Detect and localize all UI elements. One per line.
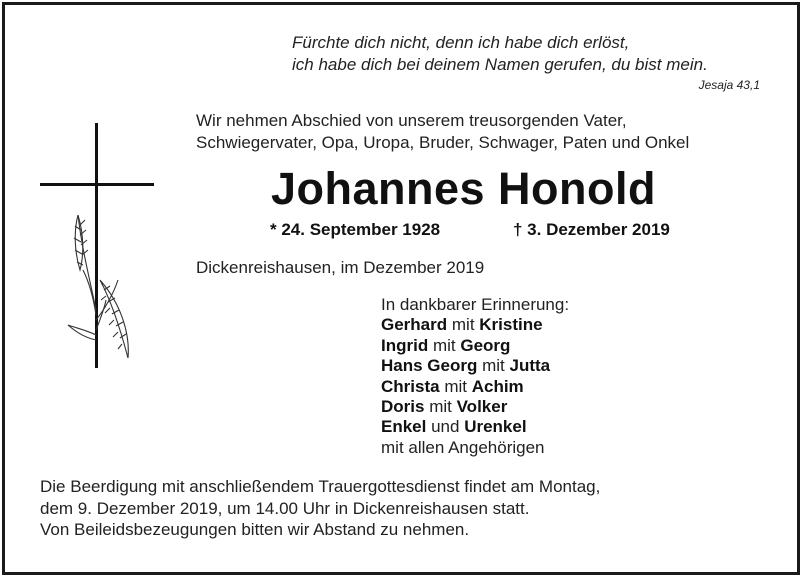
cross-with-wheat-icon — [38, 120, 158, 370]
family-member: Christa — [381, 376, 440, 396]
family-list — [381, 295, 569, 458]
family-partner: Urenkel — [464, 417, 527, 437]
family-partner: Achim — [471, 376, 524, 396]
place-date: Dickenreishausen, im Dezember 2019 — [196, 258, 485, 277]
family-partner: Volker — [456, 397, 508, 417]
family-member: Gerhard — [381, 315, 448, 335]
death-date: † 3. Dezember 2019 — [513, 220, 670, 239]
birth-date: * 24. September 1928 — [270, 220, 441, 239]
family-conj: mit — [432, 335, 456, 355]
quote-line-1: Fürchte dich nicht, denn ich habe dich erlöst, — [292, 33, 630, 52]
intro-text — [196, 110, 689, 154]
quote-source: Jesaja 43,1 — [698, 78, 760, 92]
funeral-line-2: dem 9. Dezember 2019, um 14.00 Uhr in Dickenreishausen statt. — [40, 499, 530, 518]
bible-quote — [292, 32, 708, 76]
intro-line-2: Schwiegervater, Opa, Uropa, Bruder, Schwager, Paten und Onkel — [196, 133, 690, 152]
intro-line-1: Wir nehmen Abschied von unserem treusorgenden Vater, — [196, 111, 627, 130]
family-row — [381, 377, 569, 397]
family-conj: und — [431, 417, 460, 437]
family-member: Ingrid — [381, 335, 429, 355]
family-member: Doris — [381, 397, 425, 417]
family-heading: In dankbarer Erinnerung: — [381, 295, 570, 314]
family-row — [381, 397, 569, 417]
condolence-note: Von Beileidsbezeugungen bitten wir Abstand zu nehmen. — [40, 520, 470, 539]
family-partner: Jutta — [509, 356, 551, 376]
family-conj: mit — [444, 376, 467, 396]
family-row — [381, 315, 569, 335]
family-row — [381, 417, 569, 437]
funeral-line-1: Die Beerdigung mit anschließendem Trauergottesdienst findet am Montag, — [40, 477, 601, 496]
deceased-name: Johannes Honold — [271, 163, 657, 214]
family-conj: mit — [451, 315, 475, 335]
family-conj: mit — [429, 397, 452, 417]
family-partner: Georg — [460, 335, 511, 355]
funeral-info — [40, 476, 600, 520]
family-member: Enkel — [381, 417, 427, 437]
quote-line-2: ich habe dich bei deinem Namen gerufen, du bist mein. — [292, 55, 708, 74]
family-row — [381, 336, 569, 356]
family-row — [381, 356, 569, 376]
family-member: Hans Georg — [381, 356, 478, 376]
family-conj: mit — [482, 356, 505, 376]
family-partner: Kristine — [479, 315, 543, 335]
family-closing: mit allen Angehörigen — [381, 437, 545, 457]
